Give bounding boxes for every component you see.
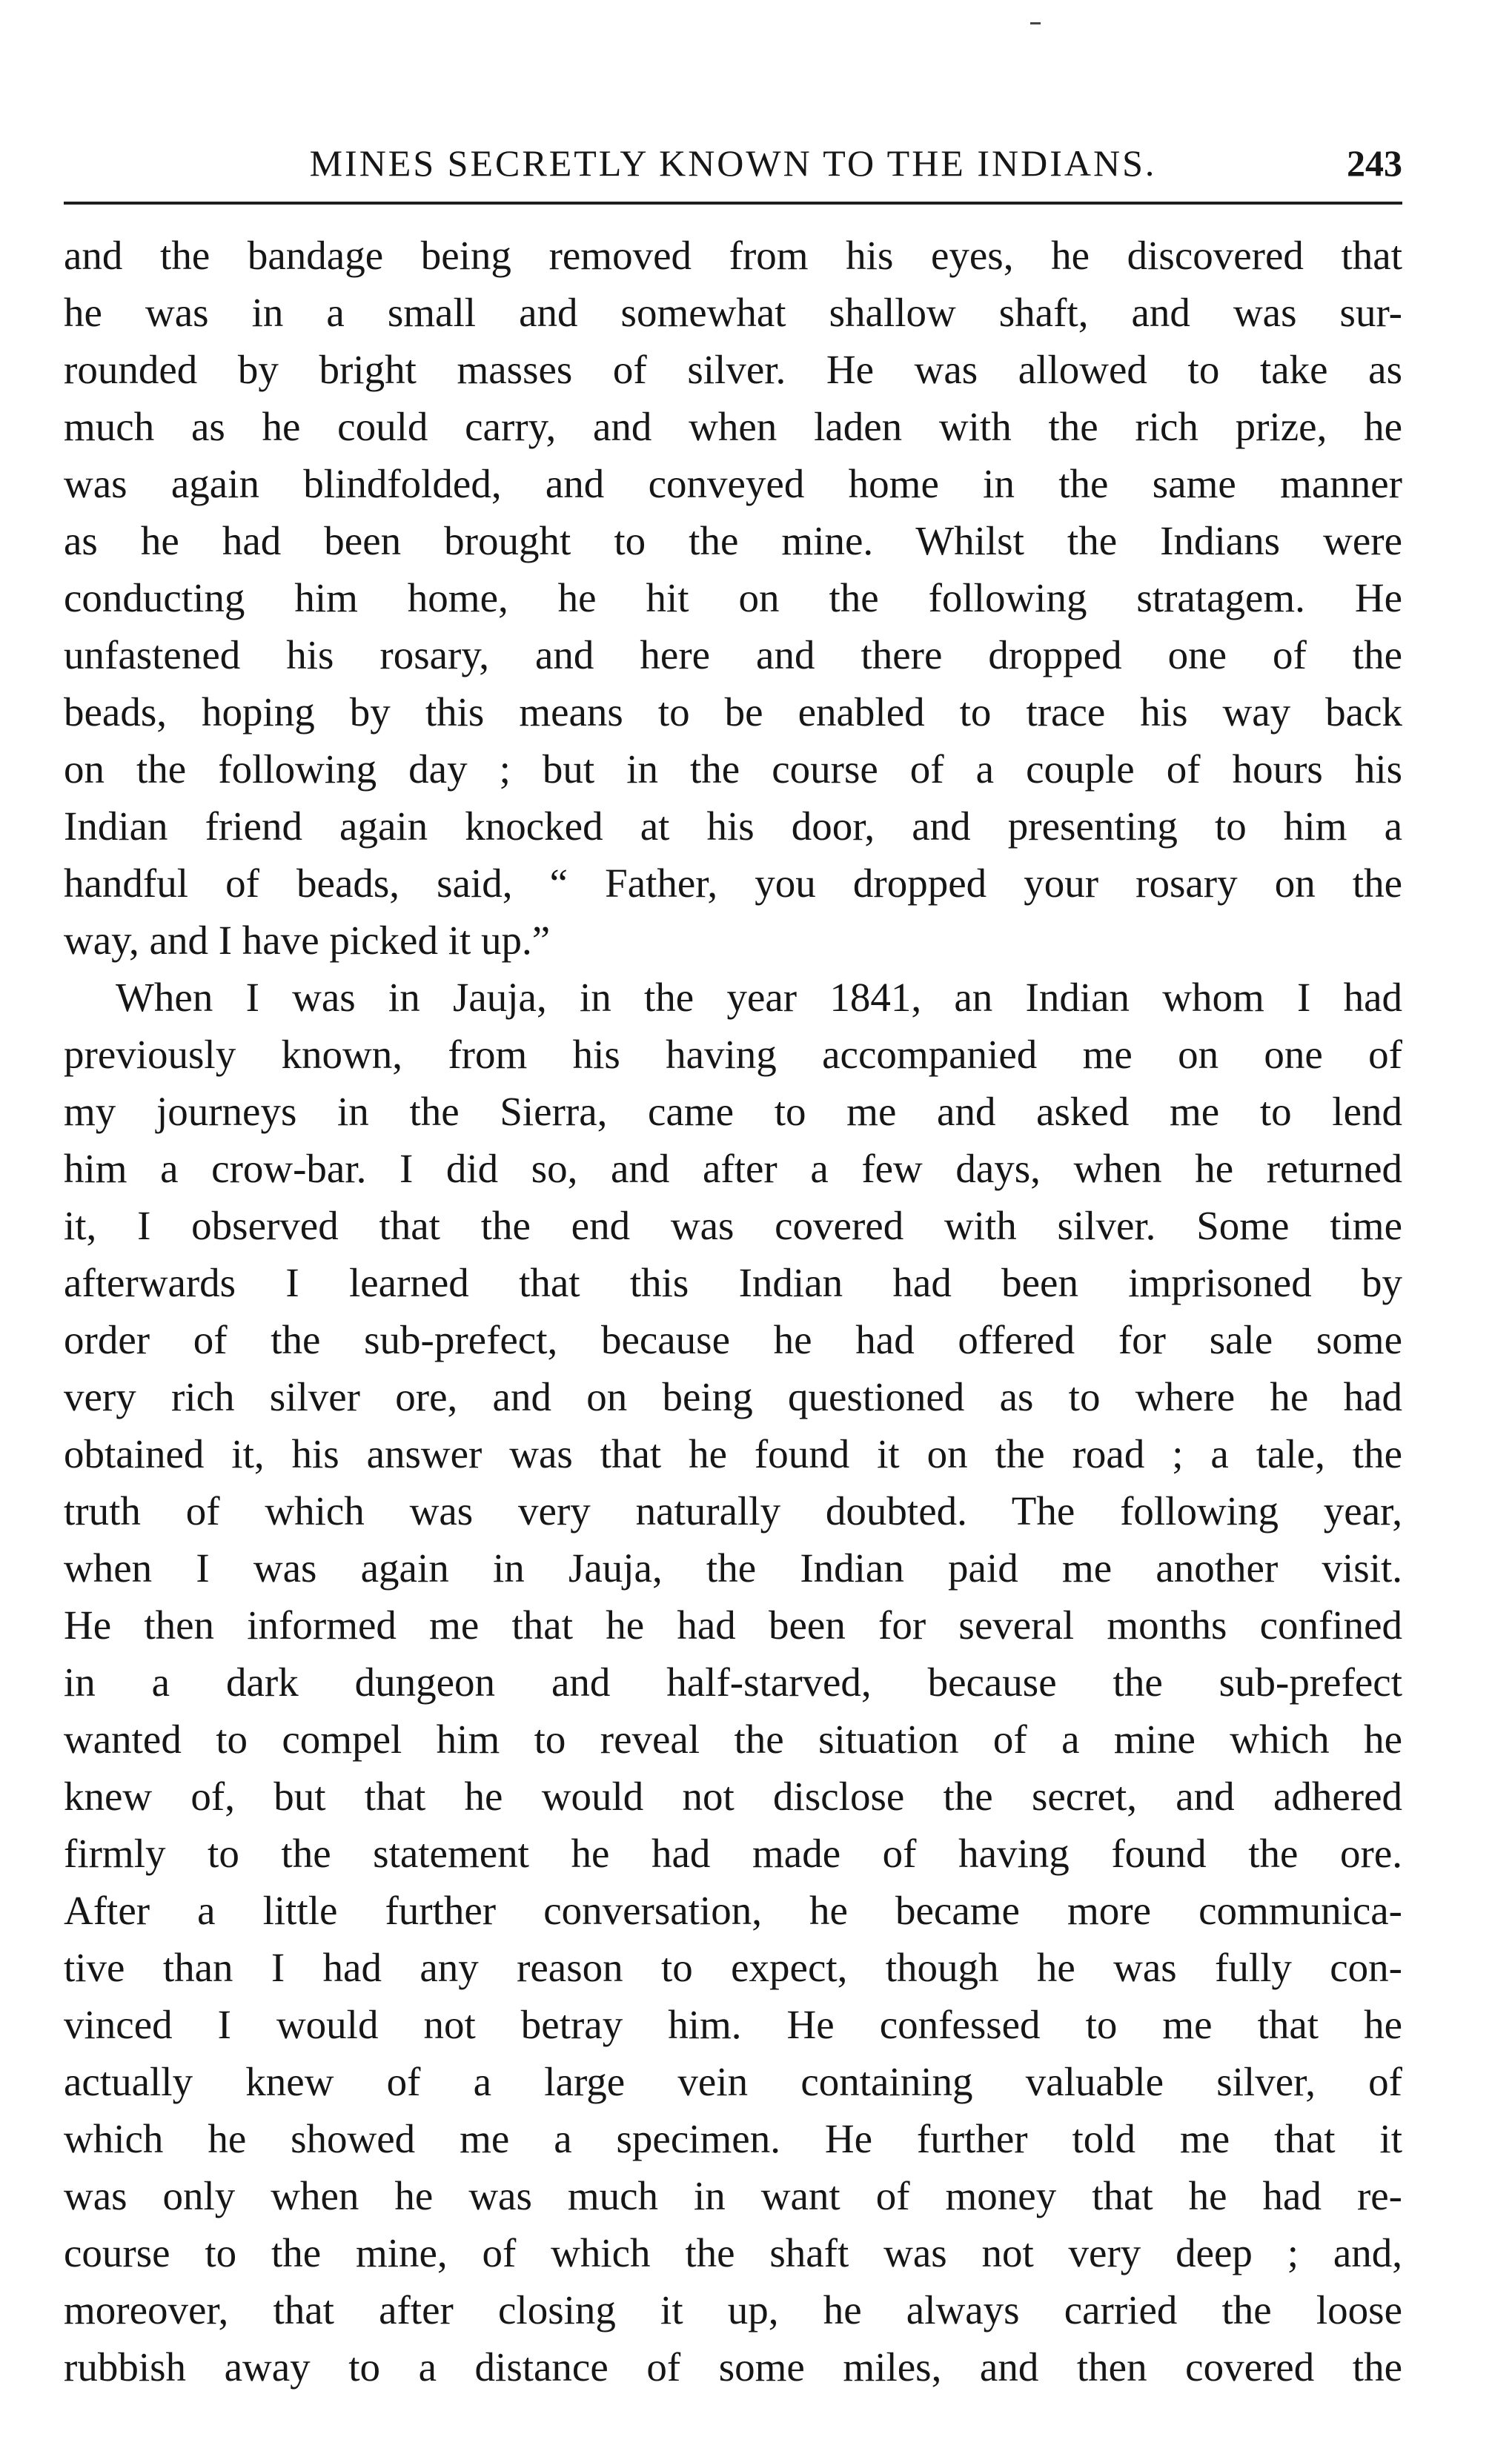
text-line: rounded by bright masses of silver. He was allowed to take as [64,347,1402,392]
text-line: very rich silver ore, and on being questioned as to where he had [64,1374,1402,1419]
text-line: in a dark dungeon and half-starved, because the sub-prefect [64,1660,1402,1705]
text-line: rubbish away to a distance of some miles, and then covered the [64,2344,1402,2390]
text-line: when I was again in Jauja, the Indian paid me another visit. [64,1545,1402,1591]
text-line: tive than I had any reason to expect, though he was fully con- [64,1945,1402,1990]
text-line: beads, hoping by this means to be enabled to trace his way back [64,689,1402,735]
text-line: unfastened his rosary, and here and there dropped one of the [64,632,1402,677]
text-line: which he showed me a specimen. He further told me that it [64,2116,1402,2161]
header-rule [64,202,1402,205]
running-title: MINES SECRETLY KNOWN TO THE INDIANS. [309,142,1157,184]
text-line: conducting him home, he hit on the following stratagem. He [64,575,1402,620]
text-line: as he had been brought to the mine. Whilst the Indians were [64,518,1402,563]
text-line: After a little further conversation, he became more communica- [64,1888,1402,1933]
text-line: He then informed me that he had been for several months confined [64,1602,1402,1648]
text-line: firmly to the statement he had made of having found the ore. [64,1831,1402,1876]
text-line: moreover, that after closing it up, he always carried the loose [64,2287,1402,2332]
body-text [64,227,1402,2395]
text-line: obtained it, his answer was that he found it on the road ; a tale, the [64,1431,1402,1476]
page-number: 243 [1347,142,1402,184]
text-line: truth of which was very naturally doubted. The following year, [64,1488,1402,1534]
text-line: afterwards I learned that this Indian had been imprisoned by [64,1260,1402,1305]
text-line: it, I observed that the end was covered with silver. Some time [64,1203,1402,1248]
paragraph-end-line: way, and I have picked it up.” [64,918,551,963]
text-line: my journeys in the Sierra, came to me and asked me to lend [64,1089,1402,1134]
text-line: course to the mine, of which the shaft was not very deep ; and, [64,2230,1402,2275]
text-line: handful of beads, said, “ Father, you dropped your rosary on the [64,861,1402,906]
text-line: order of the sub-prefect, because he had offered for sale some [64,1317,1402,1362]
text-line: Indian friend again knocked at his door, and presenting to him a [64,803,1402,849]
text-line: much as he could carry, and when laden with the rich prize, he [64,404,1402,449]
text-line: previously known, from his having accompanied me on one of [64,1032,1402,1077]
paragraph-start-line: When I was in Jauja, in the year 1841, an Indian whom I had [116,975,1402,1020]
text-line: and the bandage being removed from his eyes, he discovered that [64,233,1402,278]
text-line: him a crow-bar. I did so, and after a few days, when he returned [64,1146,1402,1191]
text-line: wanted to compel him to reveal the situation of a mine which he [64,1717,1402,1762]
text-line: knew of, but that he would not disclose the secret, and adhered [64,1774,1402,1819]
text-line: was again blindfolded, and conveyed home in the same manner [64,461,1402,506]
text-line: on the following day ; but in the course of a couple of hours his [64,746,1402,792]
page-speck [1030,22,1041,24]
text-line: actually knew of a large vein containing valuable silver, of [64,2059,1402,2104]
text-line: was only when he was much in want of money that he had re- [64,2173,1402,2218]
text-line: he was in a small and somewhat shallow shaft, and was sur- [64,290,1402,335]
page-header [64,132,1402,191]
text-line: vinced I would not betray him. He confessed to me that he [64,2002,1402,2047]
